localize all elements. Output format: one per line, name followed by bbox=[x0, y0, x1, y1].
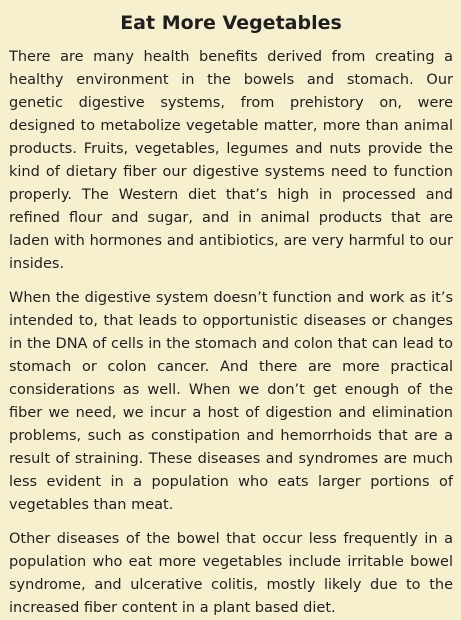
article-paragraph-2: When the digestive system doesn’t function and work as it’s intended to, that leads to opportunistic diseases or changes in the DNA of cells in the stomach and colon that can lead to stomach or colon cancer. And there are more practical considerations as well. When we don’t get enough of the fiber we need, we incur a host of digestion and elimination problems, such as constipation and hemorrhoids that are a result of straining. These diseases and syndromes are much less evident in a population who eats larger portions of vegetables than meat. bbox=[9, 290, 453, 513]
article-title: Eat More Vegetables bbox=[120, 12, 342, 34]
article-paragraph-3: Other diseases of the bowel that occur less frequently in a population who eat more vegetables include irritable bowel syndrome, and ulcerative colitis, mostly likely due to the increased fiber content in a plant based diet. bbox=[9, 531, 453, 616]
article-paragraph-1: There are many health benefits derived from creating a healthy environment in the bowels and stomach. Our genetic digestive systems, from prehistory on, were designed to metabolize vegetable matter, more than animal products. Fruits, vegetables, legumes and nuts provide the kind of dietary fiber our digestive systems need to function properly. The Western diet that’s high in processed and refined flour and sugar, and in animal products that are laden with hormones and antibiotics, are very harmful to our insides. bbox=[9, 49, 453, 272]
